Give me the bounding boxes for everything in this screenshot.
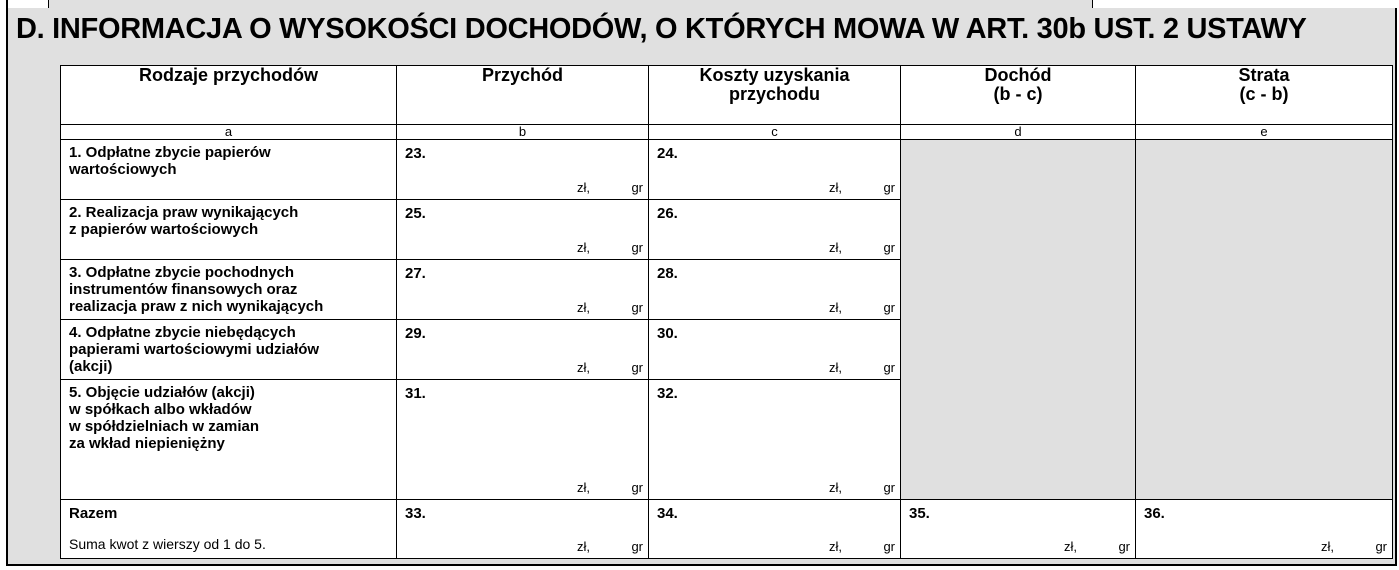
field-23[interactable]: 23. zł, gr xyxy=(397,140,649,200)
form-section-d xyxy=(6,0,1397,566)
field-32[interactable]: 32. zł, gr xyxy=(649,380,901,500)
total-label-cell xyxy=(61,500,397,559)
field-29[interactable]: 29. zł, gr xyxy=(397,320,649,380)
field-26[interactable]: 26. zł, gr xyxy=(649,200,901,260)
row-label: 2. Realizacja praw wynikających z papierów wartościowych xyxy=(61,200,397,260)
total-title: Razem xyxy=(69,505,118,522)
loss-greyed-area xyxy=(1136,140,1393,500)
col-header-costs: Koszty uzyskania przychodu xyxy=(649,66,901,125)
field-25[interactable]: 25. zł, gr xyxy=(397,200,649,260)
field-28[interactable]: 28. zł, gr xyxy=(649,260,901,320)
total-row xyxy=(61,500,1393,559)
col-letter-b: b xyxy=(397,125,649,140)
row-label: 3. Odpłatne zbycie pochodnych instrumentów finansowych oraz realizacja praw z nich wynikających xyxy=(61,260,397,320)
profit-greyed-area xyxy=(901,140,1136,500)
field-34[interactable]: 34. zł, gr xyxy=(649,500,901,559)
col-header-income: Przychód xyxy=(397,66,649,125)
table-row xyxy=(61,140,1393,200)
field-27[interactable]: 27. zł, gr xyxy=(397,260,649,320)
field-30[interactable]: 30. zł, gr xyxy=(649,320,901,380)
row-label: 1. Odpłatne zbycie papierów wartościowych xyxy=(61,140,397,200)
row-label: 4. Odpłatne zbycie niebędących papierami wartościowymi udziałów (akcji) xyxy=(61,320,397,380)
top-strip xyxy=(8,0,1399,8)
section-title: D. INFORMACJA O WYSOKOŚCI DOCHODÓW, O KTÓRYCH MOWA W ART. 30b UST. 2 USTAWY xyxy=(16,13,1307,45)
col-header-profit: Dochód (b - c) xyxy=(901,66,1136,125)
field-36[interactable]: 36. zł, gr xyxy=(1136,500,1393,559)
field-31[interactable]: 31. zł, gr xyxy=(397,380,649,500)
field-35[interactable]: 35. zł, gr xyxy=(901,500,1136,559)
row-label: 5. Objęcie udziałów (akcji) w spółkach albo wkładów w spółdzielniach w zamian za wkład niepieniężny xyxy=(61,380,397,500)
column-letter-row xyxy=(61,125,1393,140)
col-header-loss: Strata (c - b) xyxy=(1136,66,1393,125)
col-letter-d: d xyxy=(901,125,1136,140)
header-row xyxy=(61,66,1393,125)
income-table xyxy=(60,65,1393,559)
col-letter-e: e xyxy=(1136,125,1393,140)
col-header-types: Rodzaje przychodów xyxy=(61,66,397,125)
col-letter-c: c xyxy=(649,125,901,140)
field-33[interactable]: 33. zł, gr xyxy=(397,500,649,559)
total-subtitle: Suma kwot z wierszy od 1 do 5. xyxy=(69,536,266,552)
col-letter-a: a xyxy=(61,125,397,140)
field-24[interactable]: 24. zł, gr xyxy=(649,140,901,200)
